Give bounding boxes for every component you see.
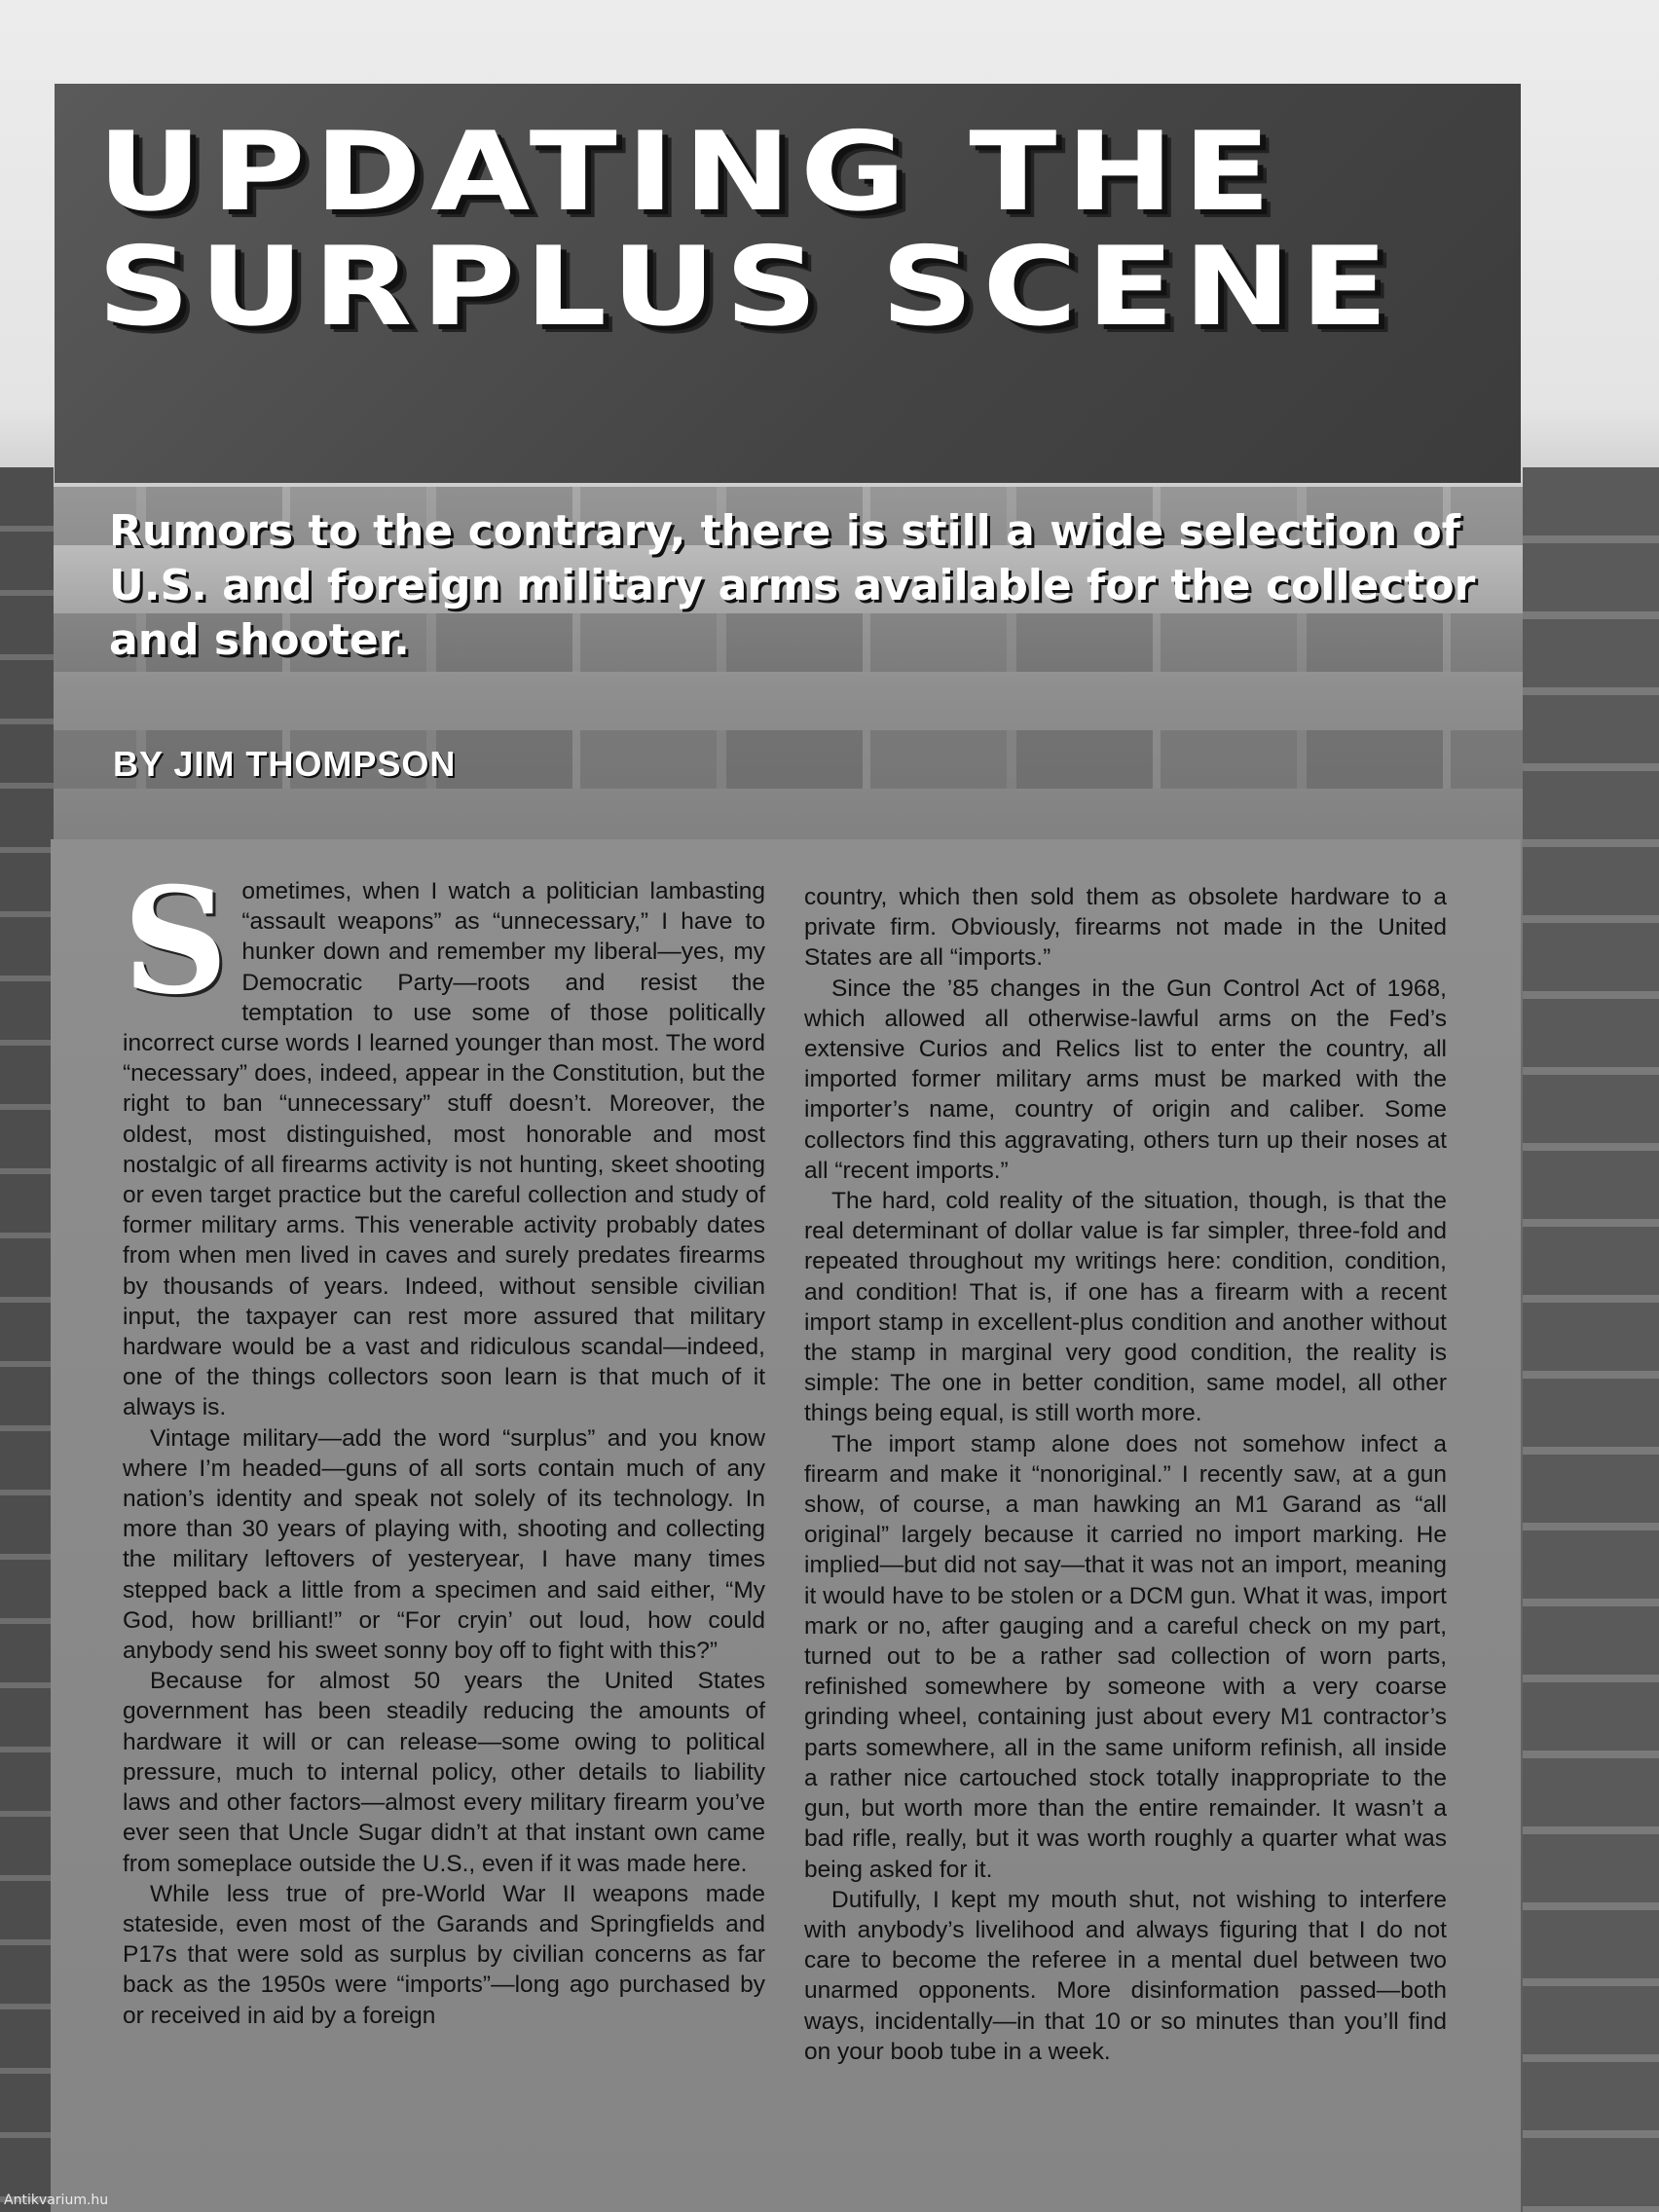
article-byline: BY JIM THOMPSON <box>113 744 457 784</box>
paragraph: Since the ’85 changes in the Gun Control Act of 1968, which allowed all otherwise-lawful arms on the Fed’s extensive Curios and Relics list to enter the country, all imported former military arms must be marked with the importer’s name, country of origin and caliber. Some collectors find this aggravating, others turn up their noses at all “recent imports.” <box>804 975 1447 1184</box>
article-title: UPDATING THE SURPLUS SCENE <box>97 109 1398 350</box>
drop-cap: S <box>123 856 229 1027</box>
paragraph: The import stamp alone does not somehow infect a firearm and make it “nonoriginal.” I recently saw, at a gun show, of course, a man hawking an M1 Garand as “all original” largely because it carried no import marking. He implied—but did not say—that it was not an import, meaning it would have to be stolen or a DCM gun. What it was, import mark or no, after gauging and a careful check on my part, turned out to be a rather sad collection of worn parts, refinished somewhere by someone with a very coarse grinding wheel, containing just about every M1 contractor’s parts somewhere, all in the same uniform refinish, all inside a rather nice cartouched stock totally inappropriate to the gun, but worth more than the entire remainder. It wasn’t a bad rifle, really, but it was worth roughly a quarter what was being asked for it. <box>804 1430 1447 1883</box>
paragraph: Vintage military—add the word “surplus” and you know where I’m headed—guns of all sorts contain much of any nation’s identity and speak not solely of its technology. In more than 30 years of playing with, shooting and collecting the military leftovers of yesteryear, I have many times stepped back a little from a specimen and said either, “My God, how brilliant!” or “For cryin’ out loud, how could anybody send his sweet sonny boy off to fight with this?” <box>123 1424 765 1665</box>
right-column <box>804 882 1447 2067</box>
paragraph: country, which then sold them as obsolete hardware to a private firm. Obviously, firearms not made in the United States are all “imports.” <box>804 884 1447 972</box>
background-crate-stack-left <box>0 467 54 2212</box>
paragraph: Because for almost 50 years the United States government has been steadily reducing the amounts of hardware it will or can release—some owing to political pressure, much to internal policy, other details to liability laws and other factors—almost every military firearm you’ve ever seen that Uncle Sugar didn’t at that instant own came from someplace outside the U.S., even if it was made here. <box>123 1668 765 1877</box>
article-subtitle: Rumors to the contrary, there is still a wide selection of U.S. and foreign military arms available for the collector and shooter. <box>109 506 1476 665</box>
paragraph: While less true of pre-World War II weapons made stateside, even most of the Garands and Springfields and P17s that were sold as surplus by civilian concerns as far back as the 1950s were “imports”—long ago purchased by or received in aid by a foreign <box>123 1880 765 2029</box>
watermark: Antikvarium.hu <box>4 2193 109 2208</box>
background-crate-stack-right <box>1523 467 1659 2212</box>
paragraph: ometimes, when I watch a politician lambasting “assault weapons” as “unnecessary,” I have to hunker down and remember my liberal—yes, my Democratic Party—roots and resist the temptation to use some of those politically incorrect curse words I learned younger than most. The word “necessary” does, indeed, appear in the Constitution, but the right to ban “unnecessary” stuff doesn’t. Moreover, the oldest, most distinguished, most honorable and most nostalgic of all firearms activity is not hunting, skeet shooting or even target practice but the careful collection and study of former military arms. This venerable activity probably dates from when men lived in caves and surely predates firearms by thousands of years. Indeed, without sensible civilian input, the taxpayer can rest more assured that military hardware would be a vast and ridiculous scandal—indeed, one of the things collectors soon learn is that much of it always is. <box>123 878 766 1421</box>
paragraph: The hard, cold reality of the situation, though, is that the real determinant of dollar value is far simpler, three-fold and repeated throughout my writings here: condition, condition, and condition! That is, if one has a firearm with a recent import stamp in excellent-plus condition and another without the stamp in marginal very good condition, the reality is simple: The one in better condition, same model, all other things being equal, is still worth more. <box>804 1188 1447 1427</box>
paragraph: Dutifully, I kept my mouth shut, not wishing to interfere with anybody’s livelihood and always figuring that I do not care to become the referee in a mental duel between two unarmed opponents. More disinformation passed—both ways, incidentally—in that 10 or so minutes than you’ll find on your boob tube in a week. <box>804 1886 1447 2065</box>
left-column <box>123 856 766 2031</box>
